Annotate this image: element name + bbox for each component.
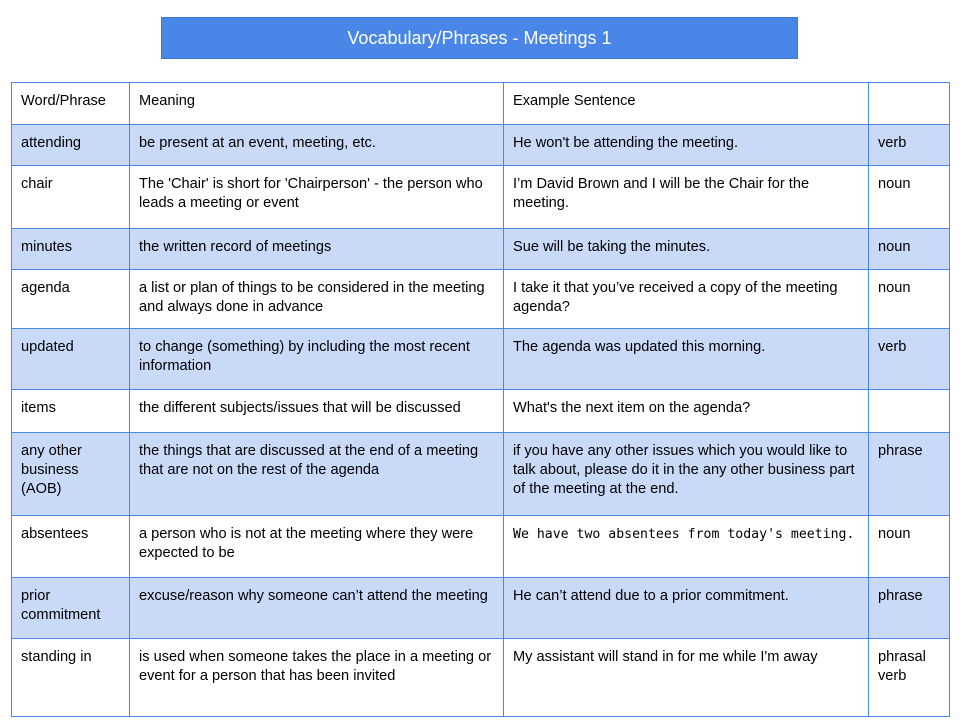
table-row xyxy=(12,125,950,166)
meaning-cell: a list or plan of things to be considered in the meeting and always done in advance xyxy=(130,270,504,329)
meaning-cell: the things that are discussed at the end of a meeting that are not on the rest of the agenda xyxy=(130,433,504,516)
word-cell: minutes xyxy=(12,229,130,270)
example-cell: Sue will be taking the minutes. xyxy=(504,229,869,270)
vocabulary-table xyxy=(11,82,950,717)
meaning-cell: The 'Chair' is short for 'Chairperson' - the person who leads a meeting or event xyxy=(130,166,504,229)
example-cell: We have two absentees from today's meeting. xyxy=(504,516,869,578)
word-cell: updated xyxy=(12,329,130,390)
example-cell: I’m David Brown and I will be the Chair for the meeting. xyxy=(504,166,869,229)
example-cell: What's the next item on the agenda? xyxy=(504,390,869,433)
table-row xyxy=(12,433,950,516)
table-row xyxy=(12,578,950,639)
meaning-cell: to change (something) by including the most recent information xyxy=(130,329,504,390)
word-cell: agenda xyxy=(12,270,130,329)
meaning-cell: the different subjects/issues that will be discussed xyxy=(130,390,504,433)
type-cell: phrasal verb xyxy=(869,639,950,717)
type-cell xyxy=(869,390,950,433)
example-cell: He can’t attend due to a prior commitment. xyxy=(504,578,869,639)
example-cell: The agenda was updated this morning. xyxy=(504,329,869,390)
table-row xyxy=(12,516,950,578)
type-cell: verb xyxy=(869,329,950,390)
type-cell: noun xyxy=(869,166,950,229)
table-row xyxy=(12,229,950,270)
word-cell: prior commitment xyxy=(12,578,130,639)
header-word: Word/Phrase xyxy=(12,83,130,125)
table-row xyxy=(12,639,950,717)
word-cell: chair xyxy=(12,166,130,229)
table-header-row xyxy=(12,83,950,125)
type-cell: noun xyxy=(869,229,950,270)
page-title: Vocabulary/Phrases - Meetings 1 xyxy=(161,17,798,59)
meaning-cell: is used when someone takes the place in a meeting or event for a person that has been invited xyxy=(130,639,504,717)
table-row xyxy=(12,329,950,390)
header-meaning: Meaning xyxy=(130,83,504,125)
example-cell: I take it that you’ve received a copy of the meeting agenda? xyxy=(504,270,869,329)
table-row xyxy=(12,166,950,229)
type-cell: noun xyxy=(869,270,950,329)
word-cell: attending xyxy=(12,125,130,166)
type-cell: verb xyxy=(869,125,950,166)
word-cell: absentees xyxy=(12,516,130,578)
meaning-cell: be present at an event, meeting, etc. xyxy=(130,125,504,166)
meaning-cell: excuse/reason why someone can’t attend the meeting xyxy=(130,578,504,639)
table-row xyxy=(12,270,950,329)
meaning-cell: the written record of meetings xyxy=(130,229,504,270)
word-cell: standing in xyxy=(12,639,130,717)
table-row xyxy=(12,390,950,433)
header-example: Example Sentence xyxy=(504,83,869,125)
type-cell: phrase xyxy=(869,433,950,516)
example-cell: He won't be attending the meeting. xyxy=(504,125,869,166)
meaning-cell: a person who is not at the meeting where they were expected to be xyxy=(130,516,504,578)
type-cell: noun xyxy=(869,516,950,578)
example-cell: My assistant will stand in for me while I'm away xyxy=(504,639,869,717)
word-cell: any other business (AOB) xyxy=(12,433,130,516)
example-cell: if you have any other issues which you would like to talk about, please do it in the any other business part of the meeting at the end. xyxy=(504,433,869,516)
word-cell: items xyxy=(12,390,130,433)
type-cell: phrase xyxy=(869,578,950,639)
header-type xyxy=(869,83,950,125)
